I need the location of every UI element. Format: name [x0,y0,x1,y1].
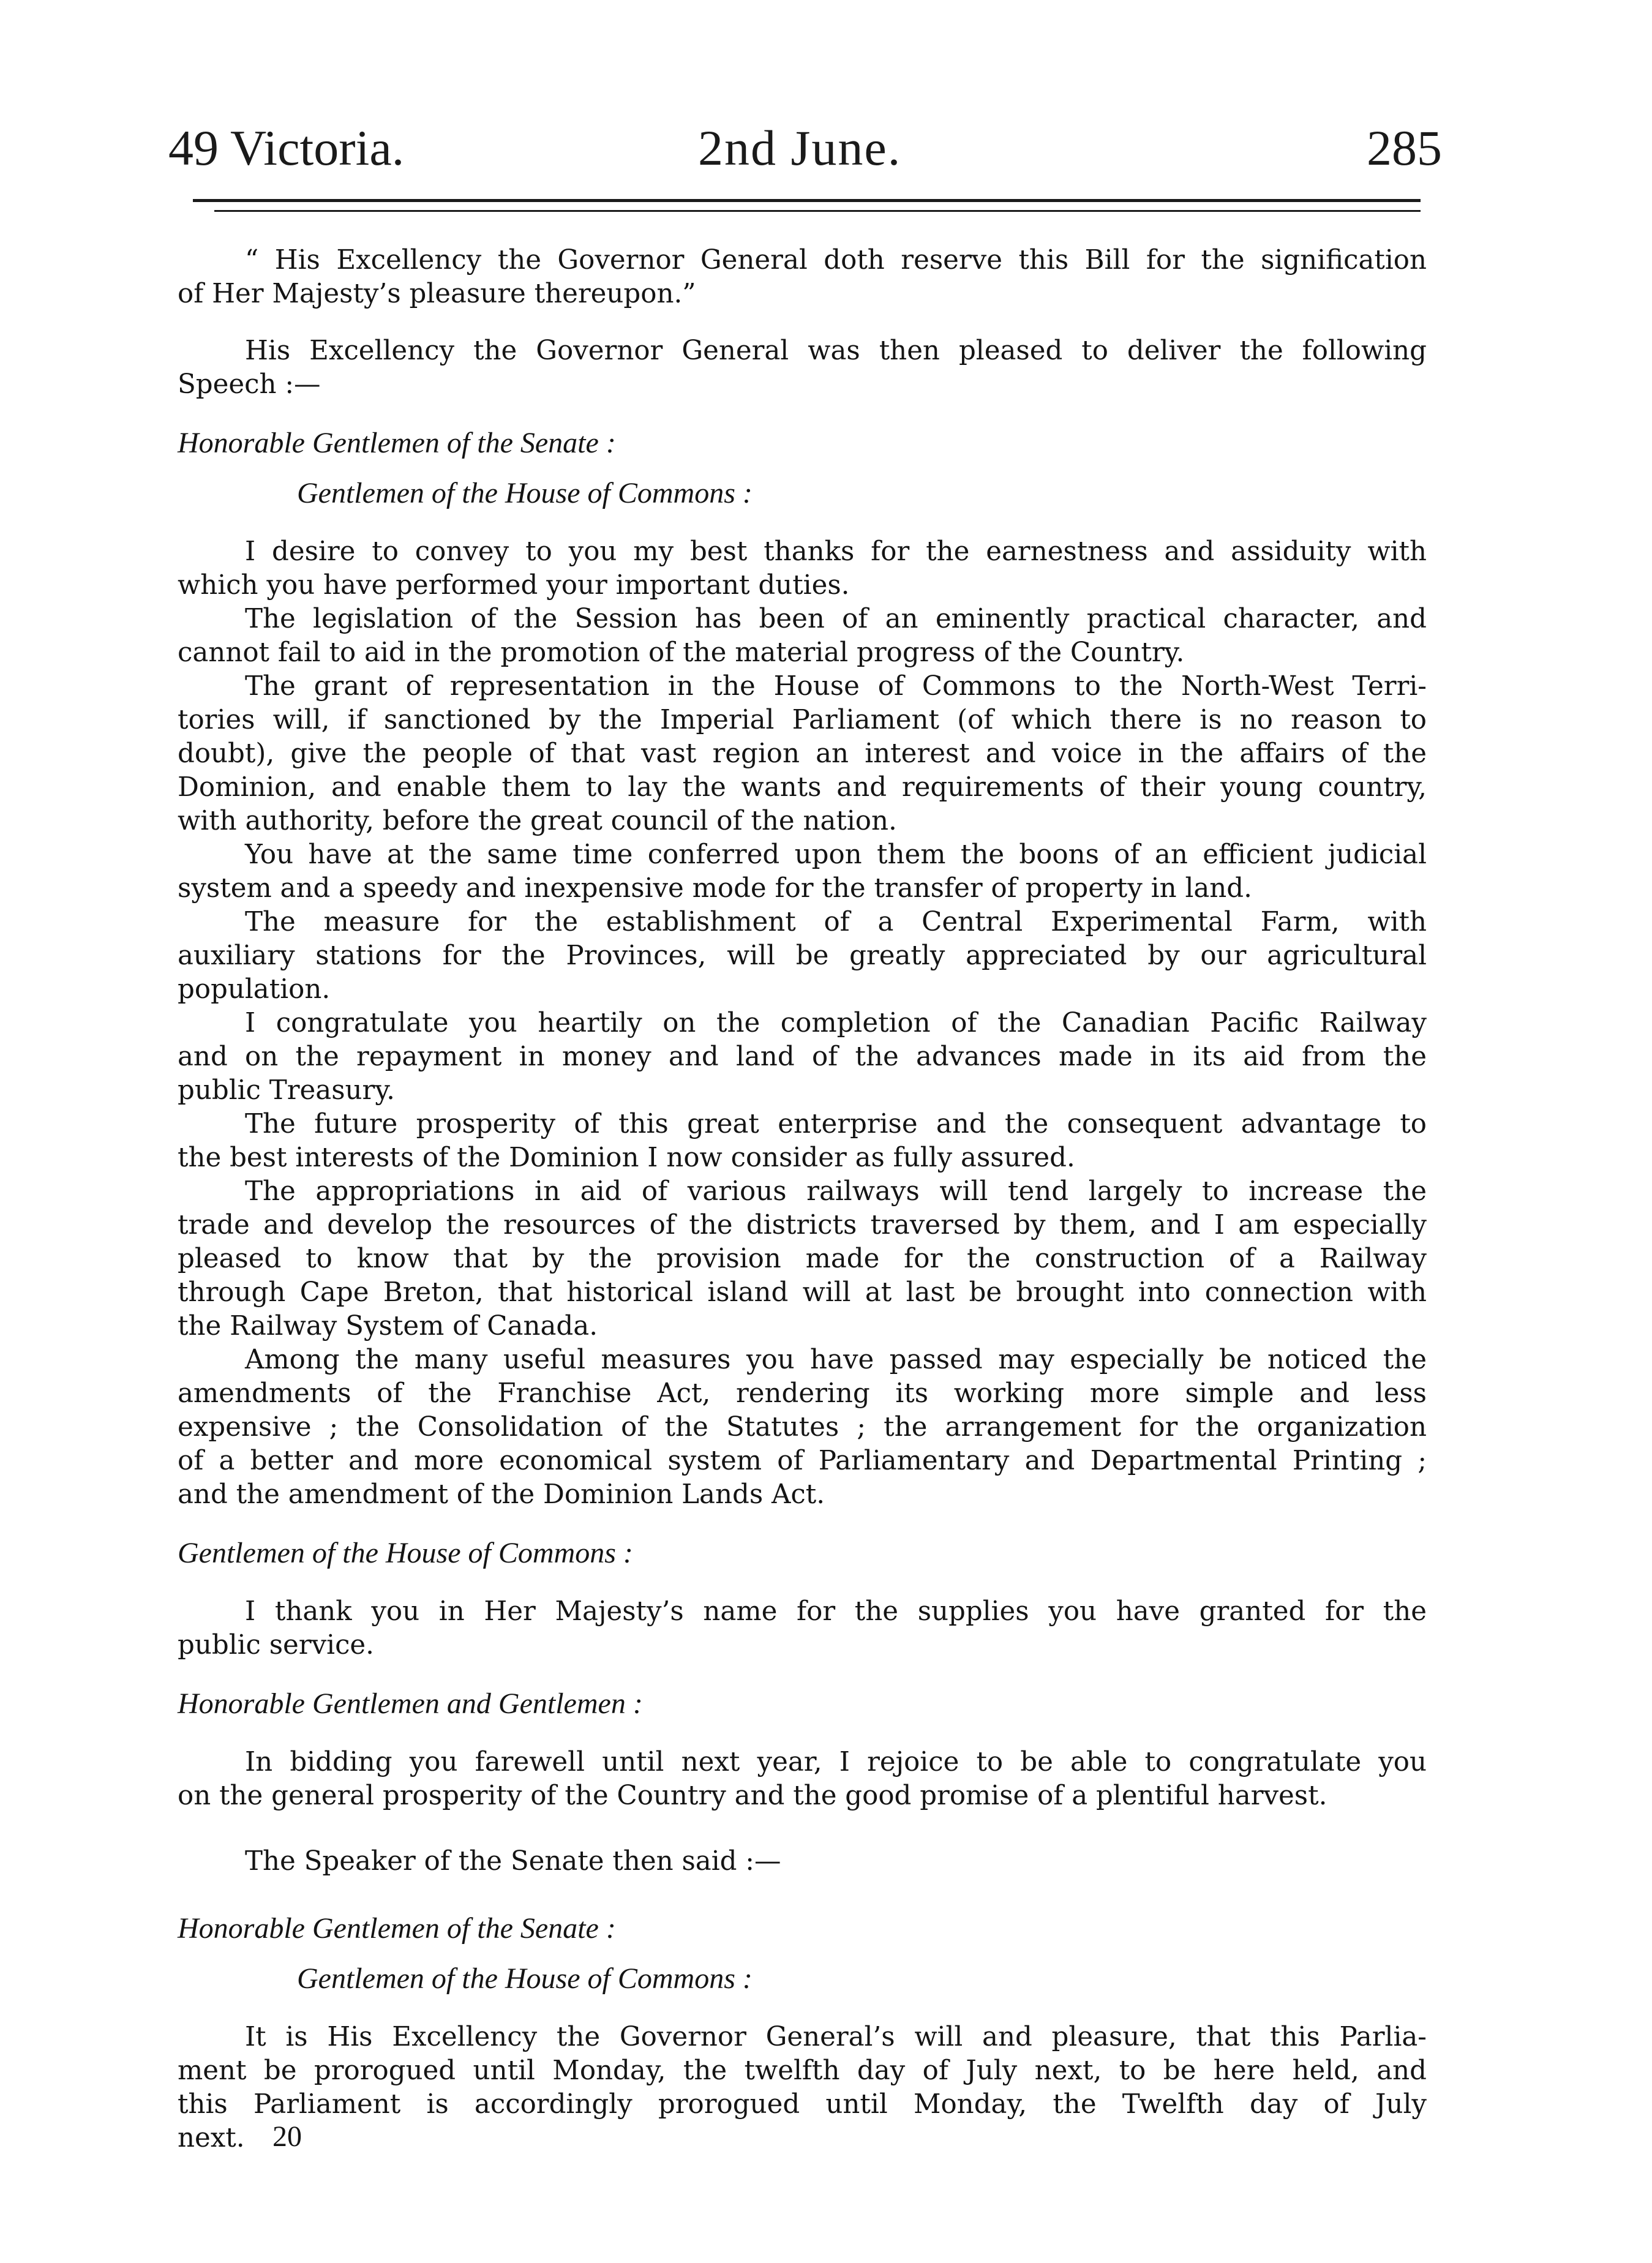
address-commons-heading: Gentlemen of the House of Commons : [297,477,753,509]
speech-paragraph [178,1746,1427,1813]
text-line: In bidding you farewell until next year, I rejoice to be able to congratulate you [245,1747,1427,1777]
header-rule-thin [214,210,1421,212]
text-line: doubt), give the people of that vast region an interest and voice in the affairs of the [178,738,1427,769]
speech-paragraph [178,838,1427,906]
speech-paragraph [178,1175,1427,1343]
text-line: the best interests of the Dominion I now consider as fully assured. [178,1143,1075,1173]
text-line: pleased to know that by the provision made for the construction of a Railway [178,1244,1427,1274]
text-line: which you have performed your important duties. [178,570,850,601]
signature-mark: 20 [272,2120,302,2153]
text-line: expensive ; the Consolidation of the Statutes ; the arrangement for the organization [178,1412,1427,1443]
speech-paragraph [178,535,1427,602]
text-line: The measure for the establishment of a Central Experimental Farm, with [245,907,1427,937]
text-line: the Railway System of Canada. [178,1311,598,1342]
address-commons-heading: Gentlemen of the House of Commons : [297,1962,753,1995]
speech-paragraph [178,602,1427,670]
speech-intro-paragraph [178,334,1427,402]
text-line: and the amendment of the Dominion Lands Act. [178,1479,825,1510]
running-header [168,119,1442,187]
address-commons-heading: Gentlemen of the House of Commons : [178,1537,633,1569]
text-line: on the general prosperity of the Country and the good promise of a plentiful harvest. [178,1781,1327,1811]
text-line: with authority, before the great council of the nation. [178,806,897,836]
text-line: It is His Excellency the Governor General’s will and pleasure, that this Parlia- [245,2022,1427,2052]
speech-paragraph [178,1108,1427,1175]
header-page-number: 285 [1367,120,1442,176]
text-line: auxiliary stations for the Provinces, will be greatly appreciated by our agricultural [178,940,1427,971]
speaker-statement: The Speaker of the Senate then said :— [245,1846,781,1877]
text-line: The appropriations in aid of various railways will tend largely to increase the [245,1176,1427,1207]
speech-paragraph [178,1343,1427,1512]
text-line: I congratulate you heartily on the completion of the Canadian Pacific Railway [245,1008,1427,1038]
page-body [178,244,1427,2155]
prorogation-paragraph [178,2021,1427,2155]
speech-paragraph [178,1007,1427,1108]
text-line: public Treasury. [178,1075,395,1106]
text-line: public service. [178,1630,375,1661]
address-both-houses-heading: Honorable Gentlemen and Gentlemen : [178,1687,643,1720]
text-line: ment be prorogued until Monday, the twelfth day of July next, to be here held, and [178,2055,1427,2086]
text-line: The future prosperity of this great enterprise and the consequent advantage to [245,1109,1427,1139]
text-line: of a better and more economical system of Parliamentary and Departmental Printing ; [178,1446,1427,1476]
speech-paragraph [178,1595,1427,1662]
text-line: His Excellency the Governor General was then pleased to deliver the following [245,336,1427,366]
text-line: through Cape Breton, that historical island will at last be brought into connection with [178,1277,1427,1308]
text-line: The grant of representation in the House of Commons to the North-West Terri- [245,671,1427,702]
text-line: next. [178,2123,245,2153]
text-line: trade and develop the resources of the districts traversed by them, and I am especially [178,1210,1427,1240]
speech-paragraph [178,906,1427,1007]
text-line: of Her Majesty’s pleasure thereupon.” [178,279,696,309]
text-line: Among the many useful measures you have passed may especially be noticed the [245,1345,1427,1375]
header-rule-thick [193,199,1421,202]
text-line: I desire to convey to you my best thanks for the earnestness and assiduity with [245,536,1427,567]
text-line: The legislation of the Session has been of an eminently practical character, and [245,604,1427,634]
text-line: I thank you in Her Majesty’s name for the supplies you have granted for the [245,1596,1427,1627]
speech-paragraph [178,670,1427,838]
text-line: amendments of the Franchise Act, rendering its working more simple and less [178,1378,1427,1409]
text-line: and on the repayment in money and land of the advances made in its aid from the [178,1041,1427,1072]
address-senate-heading: Honorable Gentlemen of the Senate : [178,1912,616,1945]
text-line: this Parliament is accordingly prorogued until Monday, the Twelfth day of July [178,2089,1427,2120]
text-line: Dominion, and enable them to lay the wants and requirements of their young country, [178,772,1427,803]
header-date: 2nd June. [698,120,902,176]
text-line: system and a speedy and inexpensive mode for the transfer of property in land. [178,873,1252,904]
text-line: “ His Excellency the Governor General doth reserve this Bill for the signification [245,245,1427,276]
text-line: cannot fail to aid in the promotion of the material progress of the Country. [178,637,1185,668]
text-line: tories will, if sanctioned by the Imperial Parliament (of which there is no reason to [178,705,1427,735]
text-line: population. [178,974,331,1005]
text-line: Speech :— [178,369,321,400]
header-regnal-year: 49 Victoria. [168,120,405,176]
text-line: You have at the same time conferred upon them the boons of an efficient judicial [245,839,1427,870]
address-senate-heading: Honorable Gentlemen of the Senate : [178,427,616,459]
reserve-paragraph [178,244,1427,311]
